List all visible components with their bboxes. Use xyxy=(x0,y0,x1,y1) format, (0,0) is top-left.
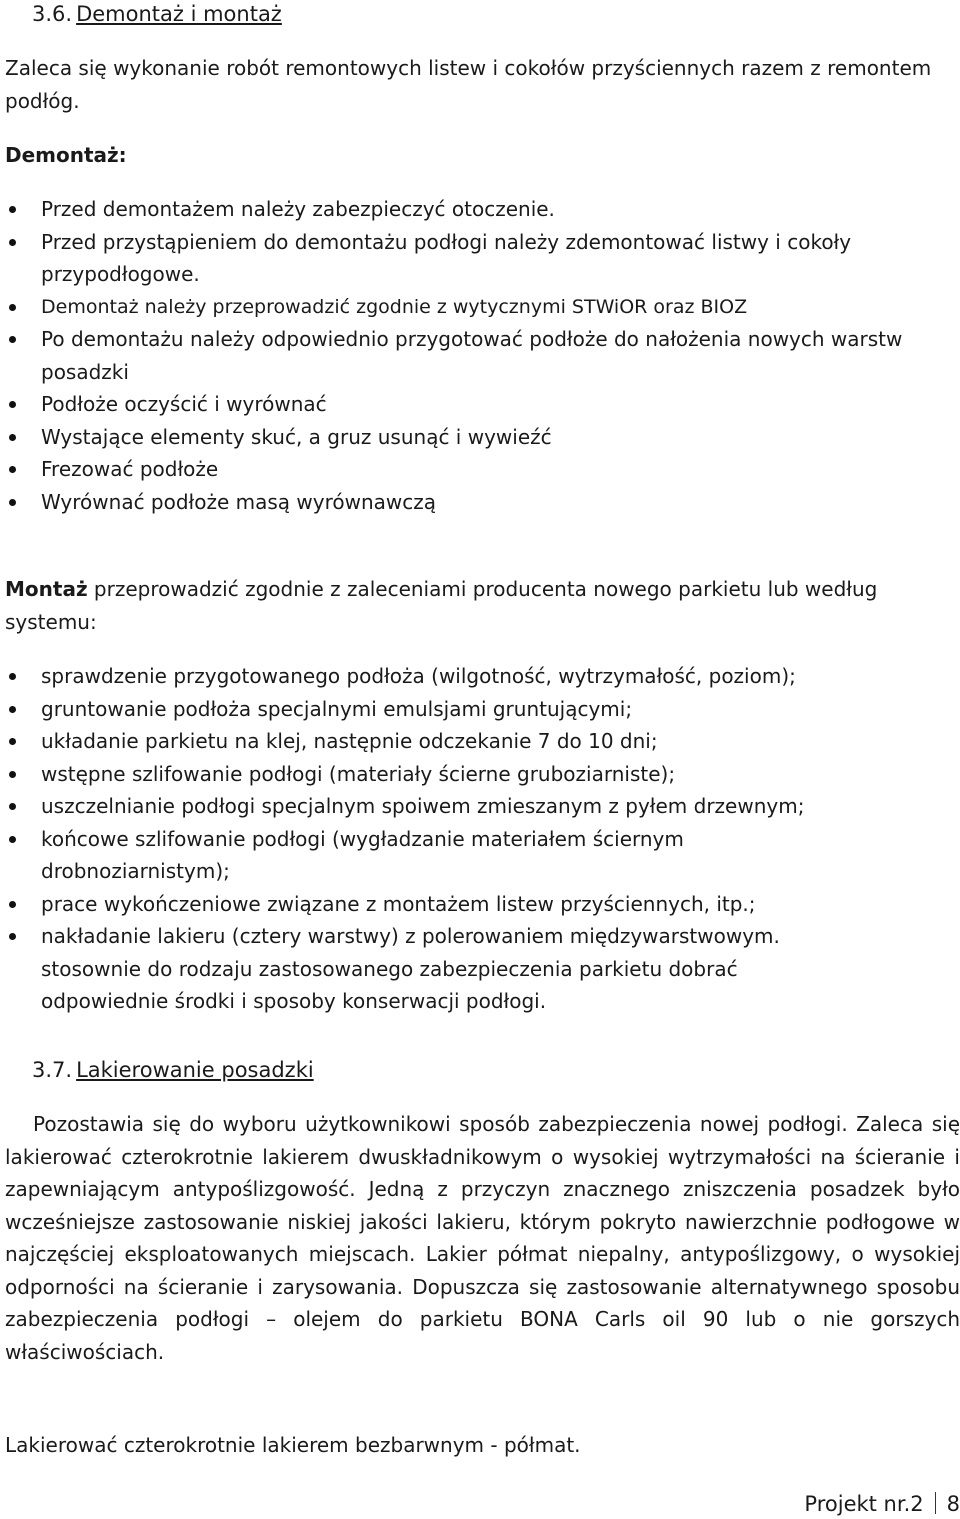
montaz-paragraph xyxy=(5,573,935,638)
montaz-text: przeprowadzić zgodnie z zaleceniami producenta nowego parkietu lub według systemu: xyxy=(5,577,878,634)
list-item: Przed przystąpieniem do demontażu podłogi należy zdemontować listwy i cokoły przypodłogowe. xyxy=(5,226,960,291)
list-item: Frezować podłoże xyxy=(5,453,960,486)
list-item: Wyrównać podłoże masą wyrównawczą xyxy=(5,486,960,519)
list-item: Wystające elementy skuć, a gruz usunąć i wywieźć xyxy=(5,421,960,454)
list-item: wstępne szlifowanie podłogi (materiały ścierne gruboziarniste); xyxy=(5,758,960,791)
footer-page-number: 8 xyxy=(946,1492,960,1516)
section-title: Lakierowanie posadzki xyxy=(76,1058,314,1082)
lakierowanie-paragraph: Pozostawia się do wyboru użytkownikowi sposób zabezpieczenia nowej podłogi. Zaleca się lakierować czterokrotnie lakierem dwuskładnikowym o wysokiej wytrzymałości na ścieranie i zapewniającym antypoślizgowość. Jedną z przyczyn znacznego zniszczenia posadzek było wcześniejsze zastosowanie niskiej jakości lakieru, którym pokryto nawierzchnie podłogowe w najczęściej eksploatowanych miejscach. Lakier półmat niepalny, antypoślizgowy, o wysokiej odporności na ścieranie i zarysowania. Dopuszcza się zastosowanie alternatywnego sposobu zabezpieczenia podłogi – olejem do parkietu BONA Carls oil 90 lub o nie gorszych właściwościach. xyxy=(5,1112,960,1364)
footer-divider xyxy=(935,1492,936,1514)
list-item: Po demontażu należy odpowiednio przygotować podłoże do nałożenia nowych warstw posadzki xyxy=(5,323,960,388)
list-item: układanie parkietu na klej, następnie odczekanie 7 do 10 dni; xyxy=(5,725,960,758)
demontaz-heading: Demontaż: xyxy=(5,143,127,167)
section-number: 3.7. xyxy=(32,1058,73,1082)
section-number: 3.6. xyxy=(32,2,73,26)
list-item: prace wykończeniowe związane z montażem listew przyściennych, itp.; xyxy=(5,888,960,921)
list-item: sprawdzenie przygotowanego podłoża (wilgotność, wytrzymałość, poziom); xyxy=(5,660,960,693)
intro-paragraph: Zaleca się wykonanie robót remontowych listew i cokołów przyściennych razem z remontem podłóg. xyxy=(5,56,932,113)
section-title: Demontaż i montaż xyxy=(76,2,282,26)
footer-project: Projekt nr.2 xyxy=(804,1492,924,1516)
list-item: końcowe szlifowanie podłogi (wygładzanie materiałem ściernym drobnoziarnistym); xyxy=(5,823,960,888)
list-item: Przed demontażem należy zabezpieczyć otoczenie. xyxy=(5,193,960,226)
list-item: gruntowanie podłoża specjalnymi emulsjami gruntującymi; xyxy=(5,693,960,726)
list-item: uszczelnianie podłogi specjalnym spoiwem zmieszanym z pyłem drzewnym; xyxy=(5,790,960,823)
list-item: Demontaż należy przeprowadzić zgodnie z wytycznymi STWiOR oraz BIOZ xyxy=(5,291,960,324)
list-item: Podłoże oczyścić i wyrównać xyxy=(5,388,960,421)
final-note: Lakierować czterokrotnie lakierem bezbarwnym - półmat. xyxy=(5,1433,581,1457)
list-note: stosownie do rodzaju zastosowanego zabezpieczenia parkietu dobrać odpowiednie środki i sposoby konserwacji podłogi. xyxy=(41,956,738,1013)
montaz-list xyxy=(5,660,960,1018)
montaz-bold: Montaż xyxy=(5,577,88,601)
list-item: nakładanie lakieru (cztery warstwy) z polerowaniem międzywarstwowym. xyxy=(5,920,960,953)
page-footer xyxy=(804,1490,960,1518)
section-heading-3-7 xyxy=(32,1055,314,1085)
section-heading-3-6 xyxy=(32,0,282,29)
demontaz-list xyxy=(5,193,960,518)
